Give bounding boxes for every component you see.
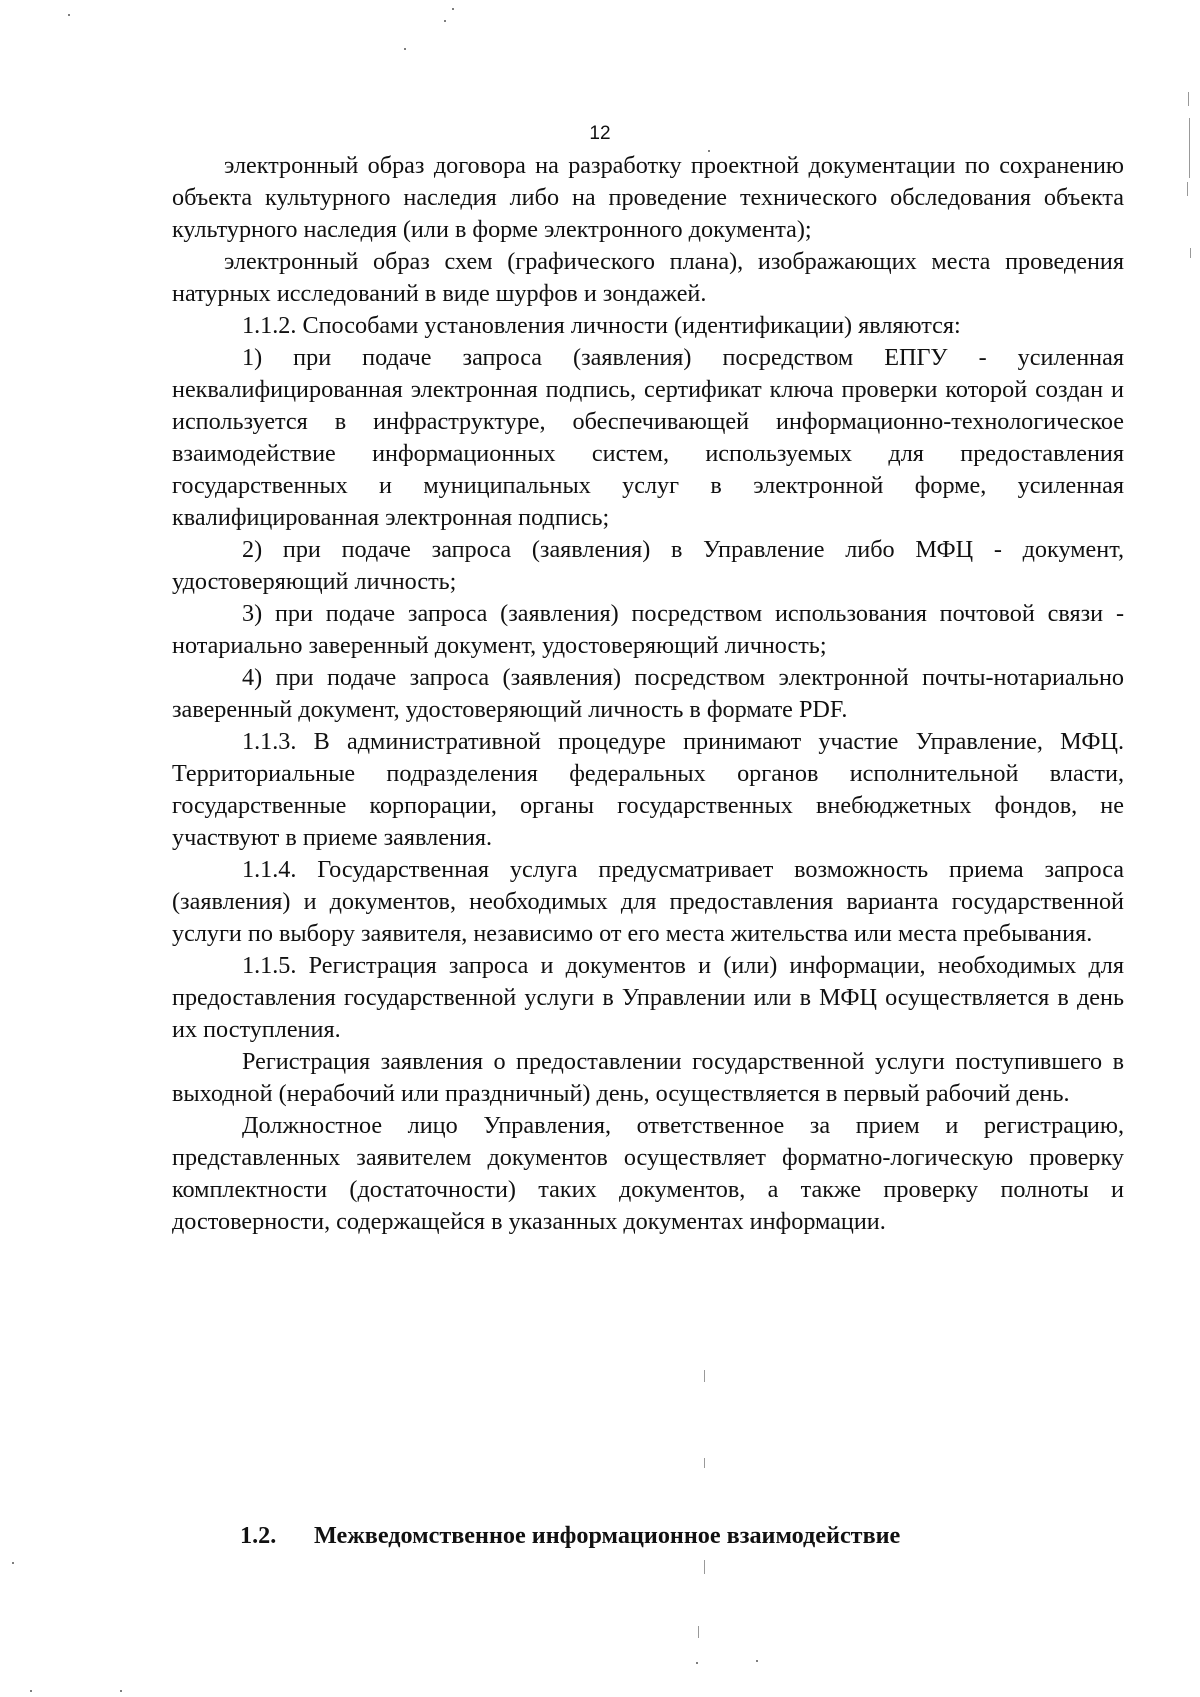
- section-title: Межведомственное информационное взаимодействие: [314, 1522, 901, 1549]
- scan-edge-mark: [1188, 92, 1189, 106]
- scan-edge-mark: [698, 1626, 699, 1638]
- scan-speck: [452, 8, 454, 10]
- paragraph-identification-methods: 1.1.2. Способами установления личности (идентификации) являются:: [242, 312, 961, 339]
- paragraph-weekend-registration: Регистрация заявления о предоставлении государственной услуги поступившего в выходной (нерабочий или праздничный) день, осуществляется в первый рабочий день.: [172, 1048, 1124, 1107]
- scan-edge-mark: [704, 1458, 705, 1468]
- paragraph-scheme-image: электронный образ схем (графического плана), изображающих места проведения натурных исследований в виде шурфов и зондажей.: [172, 248, 1124, 307]
- scan-speck: [404, 48, 406, 50]
- scan-speck: [68, 14, 70, 16]
- scan-speck: [708, 150, 710, 152]
- list-item-epgu: 1) при подаче запроса (заявления) посредством ЕПГУ - усиленная неквалифицированная электронная подпись, сертификат ключа проверки которой создан и используется в инфраструктуре, обеспечивающей информационно-технологическое взаимодействие информационных систем, используемых для предоставления государственных и муниципальных услуг в электронной форме, усиленная квалифицированная электронная подпись;: [172, 344, 1124, 531]
- paragraph-contract-image: электронный образ договора на разработку проектной документации по сохранению объекта культурного наследия либо на проведение технического обследования объекта культурного наследия (или в форме электронного документа);: [172, 152, 1124, 243]
- section-heading: [240, 1520, 1100, 1552]
- scan-speck: [696, 1662, 698, 1664]
- page-number: 12: [589, 123, 611, 144]
- scan-speck: [30, 1690, 32, 1692]
- paragraph-registration-day: 1.1.5. Регистрация запроса и документов и (или) информации, необходимых для предоставления государственной услуги в Управлении или в МФЦ осуществляется в день их поступления.: [172, 952, 1124, 1043]
- list-item-post: 3) при подаче запроса (заявления) посредством использования почтовой связи - нотариально заверенный документ, удостоверяющий личность;: [172, 600, 1124, 659]
- scan-edge-mark: [704, 1560, 705, 1574]
- section-number: 1.2.: [240, 1522, 277, 1549]
- list-item-email: 4) при подаче запроса (заявления) посредством электронной почты-нотариально заверенный документ, удостоверяющий личность в формате PDF.: [172, 664, 1124, 723]
- scan-speck: [12, 1562, 14, 1564]
- scan-edge-mark: [1189, 118, 1190, 178]
- scan-speck: [120, 1690, 122, 1692]
- paragraph-official-check: Должностное лицо Управления, ответственное за прием и регистрацию, представленных заявителем документов осуществляет форматно-логическую проверку комплектности (достаточности) таких документов, а также проверку полноты и достоверности, содержащейся в указанных документах информации.: [172, 1112, 1124, 1235]
- list-item-office: 2) при подаче запроса (заявления) в Управление либо МФЦ - документ, удостоверяющий личность;: [172, 536, 1124, 595]
- paragraph-extraterritorial: 1.1.4. Государственная услуга предусматривает возможность приема запроса (заявления) и документов, необходимых для предоставления варианта государственной услуги по выбору заявителя, независимо от его места жительства или места пребывания.: [172, 856, 1124, 947]
- scan-speck: [756, 1660, 758, 1662]
- paragraph-participants: 1.1.3. В административной процедуре принимают участие Управление, МФЦ. Территориальные подразделения федеральных органов исполнительной власти, государственные корпорации, органы государственных внебюджетных фондов, не участвуют в приеме заявления.: [172, 728, 1124, 851]
- scan-edge-mark: [704, 1370, 705, 1382]
- scan-speck: [444, 20, 446, 22]
- scan-edge-mark: [1187, 182, 1188, 196]
- scan-edge-mark: [1190, 248, 1191, 258]
- document-body: [172, 150, 1124, 1238]
